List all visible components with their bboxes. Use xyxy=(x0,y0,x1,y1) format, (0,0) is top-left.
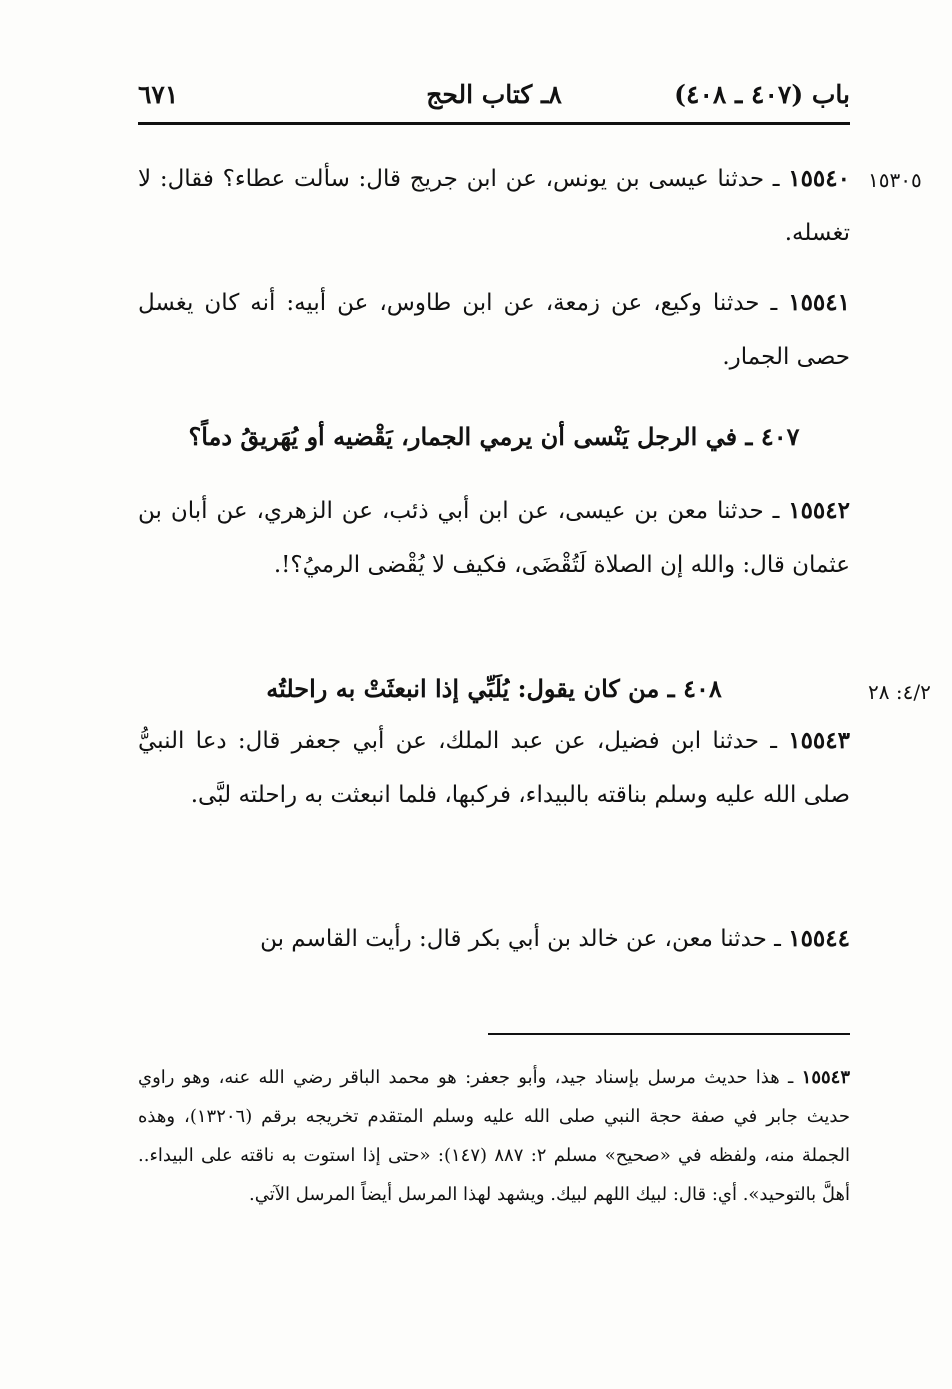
hadith-15544 xyxy=(138,912,850,966)
hadith-text: ـ حدثنا ابن فضيل، عن عبد الملك، عن أبي جعفر قال: دعا النبيُّ صلى الله عليه وسلم بناقته بالبيداء، فركبها، فلما انبعثت به راحلته لبَّى. xyxy=(138,728,850,808)
hadith-number: ١٥٥٤٢ xyxy=(788,497,850,524)
section-heading-408: ٤٠٨ ـ من كان يقول: يُلَبِّي إذا انبعثَتْ به راحلتُه xyxy=(266,674,722,703)
section-heading-407: ٤٠٧ ـ في الرجل يَنْسى أن يرمي الجمار، يَقْضيه أو يُهَريقُ دماً؟ xyxy=(188,422,800,451)
hadith-text: ـ حدثنا عيسى بن يونس، عن ابن جريج قال: سألت عطاء؟ فقال: لا تغسله. xyxy=(138,166,850,246)
hadith-number: ١٥٥٤١ xyxy=(788,289,850,316)
footnote xyxy=(138,1058,850,1214)
hadith-text: ـ حدثنا معن، عن خالد بن أبي بكر قال: رأيت القاسم بن xyxy=(260,926,789,952)
hadith-number: ١٥٥٤٠ xyxy=(788,165,850,192)
footnote-number: ١٥٥٤٣ xyxy=(801,1067,850,1088)
margin-ref-1: ١٥٣٠٥ xyxy=(868,168,922,192)
page-header xyxy=(138,80,850,120)
footnote-separator xyxy=(488,1033,850,1035)
chapter-range: باب (٤٠٧ ـ ٤٠٨) xyxy=(674,80,850,109)
hadith-number: ١٥٥٤٣ xyxy=(788,727,850,754)
footnote-text: ـ هذا حديث مرسل بإسناد جيد، وأبو جعفر: هو محمد الباقر رضي الله عنه، وهو راوي حديث جابر في صفة حجة النبي صلى الله عليه وسلم المتقدم تخريجه برقم (١٣٢٠٦)، وهذه الجملة منه، ولفظه في «صحيح» مسلم ٢: ٨٨٧ (١٤٧): «حتى إذا استوت به ناقته على البيداء.. أهلَّ بالتوحيد». أي: قال: لبيك اللهم لبيك. ويشهد لهذا المرسل أيضاً المرسل الآتي. xyxy=(138,1067,850,1205)
hadith-text: ـ حدثنا وكيع، عن زمعة، عن ابن طاوس، عن أبيه: أنه كان يغسل حصى الجمار. xyxy=(138,290,850,370)
hadith-15541 xyxy=(138,276,850,384)
page-number: ٦٧١ xyxy=(138,80,179,109)
book-title: ٨ـ كتاب الحج xyxy=(426,80,562,109)
hadith-number: ١٥٥٤٤ xyxy=(788,925,850,952)
hadith-15543 xyxy=(138,714,850,822)
header-rule xyxy=(138,122,850,125)
margin-ref-2: ٤/٢: ٢٨ xyxy=(868,680,931,704)
hadith-text: ـ حدثنا معن بن عيسى، عن ابن أبي ذئب، عن الزهري، عن أبان بن عثمان قال: والله إن الصلاة لَتُقْضَى، فكيف لا يُقْضى الرميُ؟!. xyxy=(138,498,850,578)
hadith-15542 xyxy=(138,484,850,592)
hadith-15540 xyxy=(138,152,850,260)
